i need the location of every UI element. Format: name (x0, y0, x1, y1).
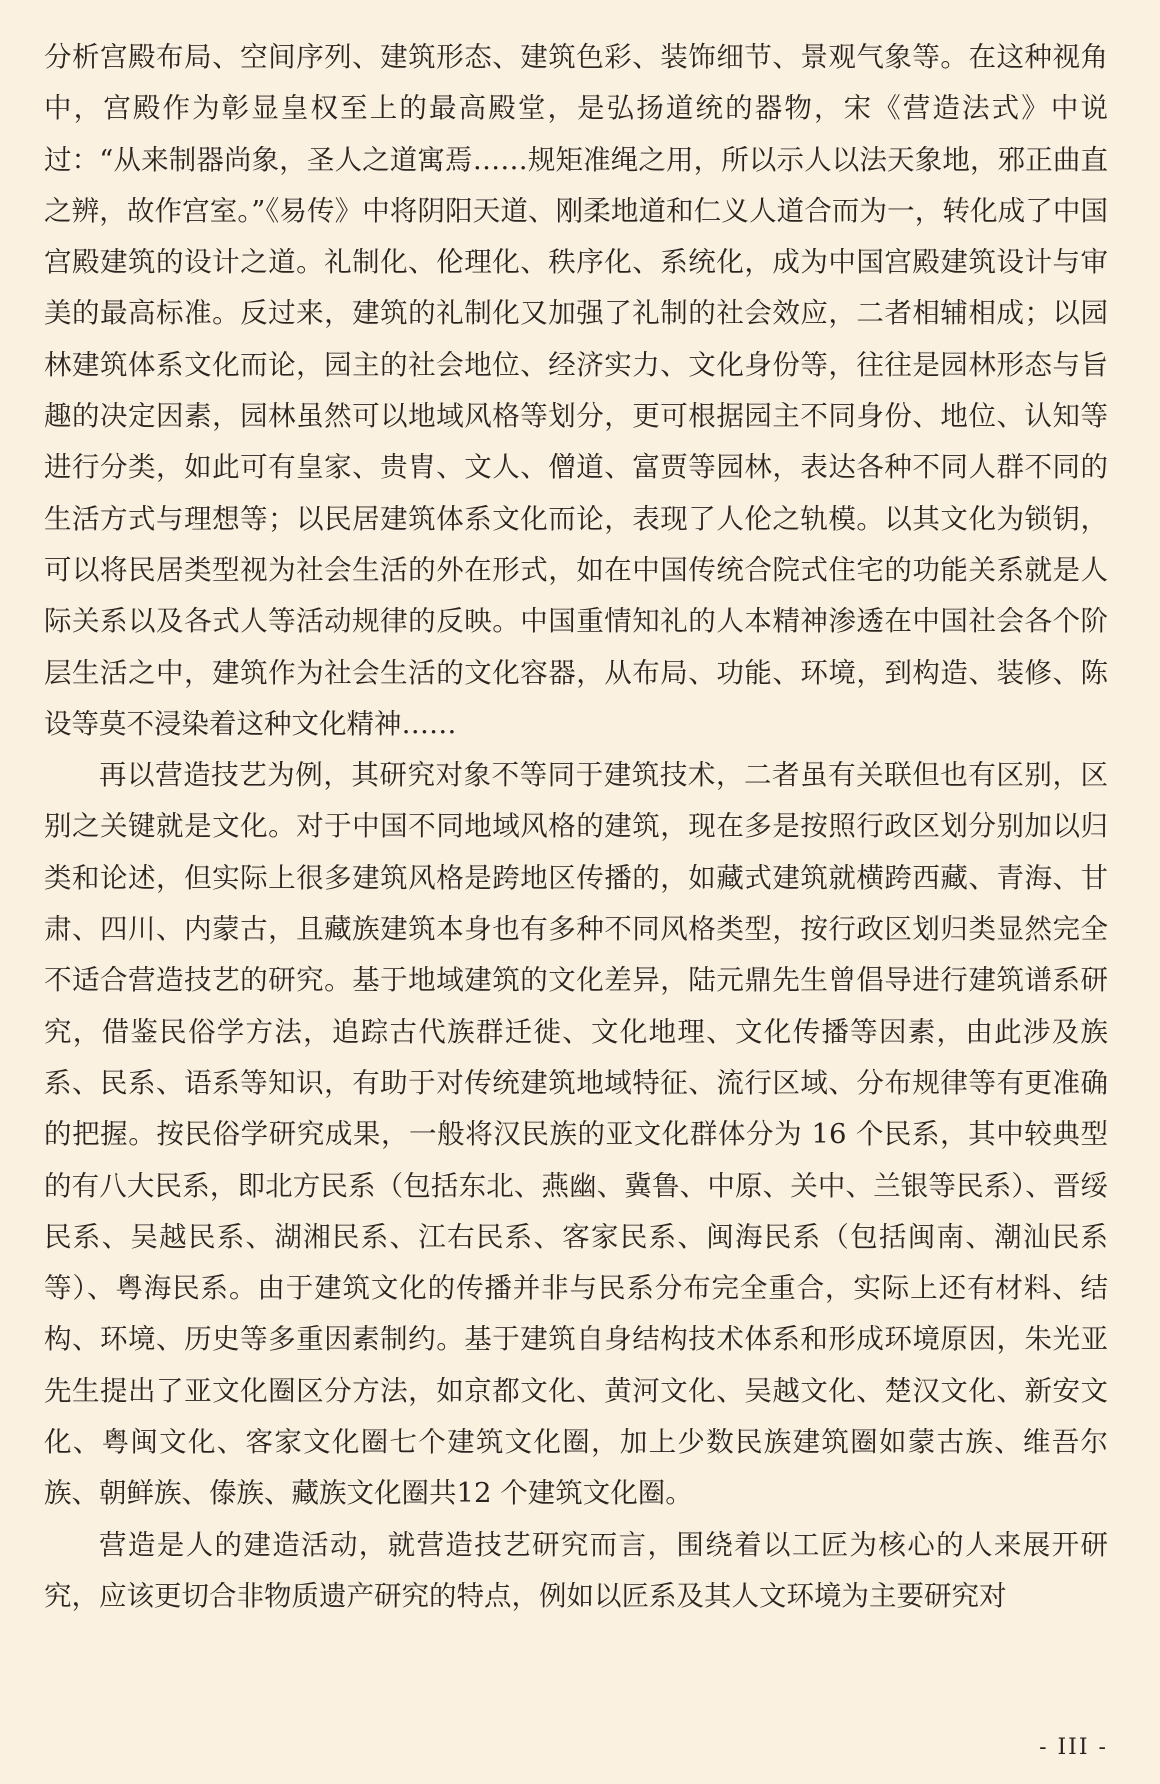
paragraph-construction-activity: 营造是人的建造活动，就营造技艺研究而言，围绕着以工匠为核心的人来展开研究，应该更切合非物质遗产研究的特点，例如以匠系及其人文环境为主要研究对 (44, 1528, 1108, 1612)
paragraph-continuation: 分析宫殿布局、空间序列、建筑形态、建筑色彩、装饰细节、景观气象等。在这种视角中，宫殿作为彰显皇权至上的最高殿堂，是弘扬道统的器物，宋《营造法式》中说过：“从来制器尚象，圣人之道寓焉……规矩准绳之用，所以示人以法天象地，邪正曲直之辨，故作宫室。”《易传》中将阴阳天道、刚柔地道和仁义人道合而为一，转化成了中国宫殿建筑的设计之道。礼制化、伦理化、秩序化、系统化，成为中国宫殿建筑设计与审美的最高标准。反过来，建筑的礼制化又加强了礼制的社会效应，二者相辅相成；以园林建筑体系文化而论，园主的社会地位、经济实力、文化身份等，往往是园林形态与旨趣的决定因素，园林虽然可以地域风格等划分，更可根据园主不同身份、地位、认知等进行分类，如此可有皇家、贵胄、文人、僧道、富贾等园林，表达各种不同人群不同的生活方式与理想等；以民居建筑体系文化而论，表现了人伦之轨模。以其文化为锁钥，可以将民居类型视为社会生活的外在形式，如在中国传统合院式住宅的功能关系就是人际关系以及各式人等活动规律的反映。中国重情知礼的人本精神渗透在中国社会各个阶层生活之中，建筑作为社会生活的文化容器，从布局、功能、环境，到构造、装修、陈设等莫不浸染着这种文化精神…… (44, 41, 1108, 740)
paragraph-craft-techniques: 再以营造技艺为例，其研究对象不等同于建筑技术，二者虽有关联但也有区别，区别之关键就是文化。对于中国不同地域风格的建筑，现在多是按照行政区划分别加以归类和论述，但实际上很多建筑风格是跨地区传播的，如藏式建筑就横跨西藏、青海、甘肃、四川、内蒙古，且藏族建筑本身也有多种不同风格类型，按行政区划归类显然完全不适合营造技艺的研究。基于地域建筑的文化差异，陆元鼎先生曾倡导进行建筑谱系研究，借鉴民俗学方法，追踪古代族群迁徙、文化地理、文化传播等因素，由此涉及族系、民系、语系等知识，有助于对传统建筑地域特征、流行区域、分布规律等有更准确的把握。按民俗学研究成果，一般将汉民族的亚文化群体分为 16 个民系，其中较典型的有八大民系，即北方民系（包括东北、燕幽、冀鲁、中原、关中、兰银等民系）、晋绥民系、吴越民系、湖湘民系、江右民系、客家民系、闽海民系（包括闽南、潮汕民系等）、粤海民系。由于建筑文化的传播并非与民系分布完全重合，实际上还有材料、结构、环境、历史等多重因素制约。基于建筑自身结构技术体系和形成环境原因，朱光亚先生提出了亚文化圈区分方法，如京都文化、黄河文化、吴越文化、楚汉文化、新安文化、粤闽文化、客家文化圈七个建筑文化圈，加上少数民族建筑圈如蒙古族、维吾尔族、朝鲜族、傣族、藏族文化圈共12 个建筑文化圈。 (44, 759, 1108, 1510)
page-number: - III - (1039, 1735, 1108, 1760)
document-body (44, 32, 1108, 1622)
